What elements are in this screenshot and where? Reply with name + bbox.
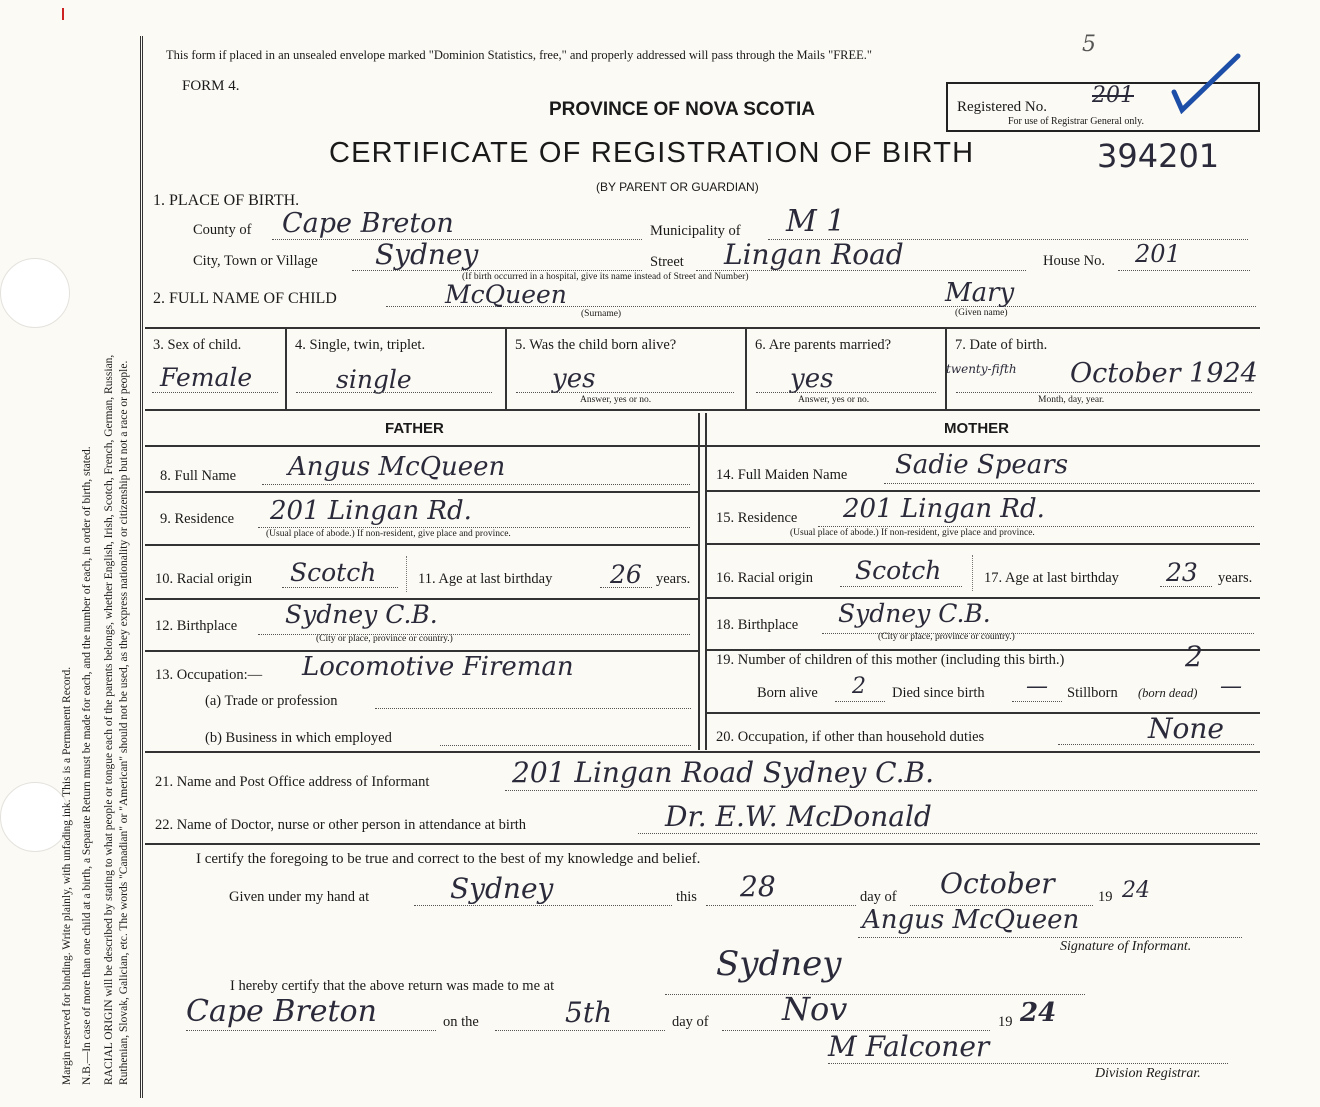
registrar-caption: Division Registrar. [1095, 1066, 1201, 1081]
mother-occupation: None [1148, 712, 1224, 745]
certify-statement: I certify the foregoing to be true and correct to the best of my knowledge and belief. [196, 851, 701, 867]
registrar-signature: M Falconer [828, 1030, 990, 1063]
father-race-label: 10. Racial origin [155, 571, 253, 587]
mother-residence-caption: (Usual place of abode.) If non-resident, give place and province. [790, 528, 1035, 538]
child-given-name: Mary [945, 278, 1015, 308]
mother-age: 23 [1166, 558, 1198, 587]
father-heading: FATHER [385, 420, 444, 437]
born-alive-label: Born alive [757, 685, 818, 701]
mother-residence-label: 15. Residence [716, 510, 798, 526]
sex-value: Female [160, 363, 253, 392]
punch-hole-top [0, 258, 70, 328]
doctor-label: 22. Name of Doctor, nurse or other person in attendance at birth [155, 817, 527, 833]
dob-month-year: October 1924 [1070, 358, 1258, 389]
children-value: 2 [1185, 640, 1203, 673]
registrar-month: Nov [782, 990, 848, 1028]
mother-age-label: 17. Age at last birthday [984, 570, 1119, 586]
business-label: (b) Business in which employed [205, 730, 392, 746]
stillborn-value: — [1220, 674, 1242, 699]
child-name-label: 2. FULL NAME OF CHILD [153, 290, 337, 307]
mother-residence: 201 Lingan Rd. [843, 494, 1045, 524]
died-value: — [1026, 674, 1048, 699]
father-name: Angus McQueen [288, 452, 506, 482]
informant-signature: Angus McQueen [862, 905, 1080, 935]
trade-label: (a) Trade or profession [205, 693, 338, 709]
alive-label: 5. Was the child born alive? [515, 337, 677, 353]
mother-occupation-label: 20. Occupation, if other than household duties [716, 729, 985, 745]
mother-birthplace-label: 18. Birthplace [716, 617, 799, 633]
registrar-year-prefix: 19 [998, 1014, 1013, 1030]
registrar-day-of-label: day of [672, 1014, 709, 1030]
city-label: City, Town or Village [193, 253, 318, 269]
dob-label: 7. Date of birth. [955, 337, 1048, 353]
form-number: FORM 4. [182, 78, 240, 94]
municipality-label: Municipality of [650, 223, 741, 239]
certify-year: 24 [1122, 878, 1150, 903]
mother-birthplace: Sydney C.B. [838, 599, 991, 628]
mother-race: Scotch [855, 556, 942, 585]
alive-value: yes [552, 364, 596, 394]
postal-notice: This form if placed in an unsealed envelope marked "Dominion Statistics, free," and properly addressed will pass through the Mails "FREE." [166, 48, 873, 62]
father-name-label: 8. Full Name [160, 468, 237, 484]
corner-mark: 5 [1082, 32, 1096, 57]
father-years: years. [656, 571, 691, 587]
county-label: County of [193, 222, 252, 238]
registered-value: 201 [1092, 83, 1134, 108]
dob-caption: Month, day, year. [1038, 395, 1105, 405]
father-residence: 201 Lingan Rd. [270, 496, 472, 526]
dob-day: twenty-fifth [946, 362, 1017, 376]
street-label: Street [650, 254, 684, 270]
hospital-note: (If birth occurred in a hospital, give its name instead of Street and Number) [462, 272, 749, 282]
father-occupation-label: 13. Occupation:— [155, 667, 263, 683]
registered-label: Registered No. [957, 99, 1047, 115]
given-label: Given under my hand at [229, 889, 370, 905]
father-birthplace-caption: (City or place, province or country.) [316, 634, 453, 644]
registrar-statement: I hereby certify that the above return was made to me at [230, 978, 555, 994]
multiple-birth-note: N.B.—In case of more than one child at a birth, a Separate Return must be made for each, and the number of each, in order of birth, stated. [81, 446, 93, 1085]
doctor-value: Dr. E.W. McDonald [665, 800, 932, 833]
registrar-use-note: For use of Registrar General only. [1008, 116, 1144, 127]
this-label: this [676, 889, 697, 905]
plurality-label: 4. Single, twin, triplet. [295, 337, 426, 353]
father-occupation: Locomotive Fireman [302, 652, 574, 682]
informant-label: 21. Name and Post Office address of Informant [155, 774, 430, 790]
informant-signature-caption: Signature of Informant. [1060, 939, 1192, 954]
certify-month: October [940, 867, 1055, 900]
married-value: yes [790, 364, 834, 394]
child-surname: McQueen [445, 280, 567, 309]
plurality-value: single [336, 365, 412, 394]
certify-year-prefix: 19 [1098, 889, 1113, 905]
racial-origin-note-2: Ruthenian, Slovak, Galician, etc. The words "Canadian" or "American" should not be used, as they express nationality or citizenship but not a race or people. [118, 360, 130, 1085]
mother-birthplace-caption: (City or place, province or country.) [878, 632, 1015, 642]
registrar-place: Sydney [716, 944, 842, 984]
given-caption: (Given name) [955, 308, 1008, 318]
house-label: House No. [1043, 253, 1106, 269]
stillborn-note: (born dead) [1138, 686, 1198, 700]
certificate-number: 394201 [1097, 137, 1220, 175]
surname-caption: (Surname) [581, 309, 622, 319]
place-heading: 1. PLACE OF BIRTH. [153, 192, 300, 209]
house-value: 201 [1135, 240, 1181, 268]
father-birthplace-label: 12. Birthplace [155, 618, 238, 634]
mother-race-label: 16. Racial origin [716, 570, 814, 586]
street-value: Lingan Road [724, 238, 904, 271]
father-residence-caption: (Usual place of abode.) If non-resident, give place and province. [266, 529, 511, 539]
province-heading: PROVINCE OF NOVA SCOTIA [549, 99, 816, 120]
registrar-county: Cape Breton [186, 994, 377, 1029]
mother-name: Sadie Spears [895, 450, 1069, 480]
father-age-label: 11. Age at last birthday [418, 571, 553, 587]
registrar-on-the-label: on the [443, 1014, 479, 1030]
certificate-subtitle: (BY PARENT OR GUARDIAN) [596, 180, 759, 194]
father-birthplace: Sydney C.B. [285, 600, 438, 629]
given-place: Sydney [450, 872, 554, 905]
certify-day: 28 [740, 870, 776, 903]
married-caption: Answer, yes or no. [798, 395, 870, 405]
municipality-value: M 1 [786, 204, 846, 239]
margin-note: Margin reserved for binding. Write plainly, with unfading ink. This is a Permanent Record. [61, 666, 73, 1085]
checkmark-icon [1170, 52, 1242, 114]
corner-tick [62, 8, 64, 20]
sex-label: 3. Sex of child. [153, 337, 242, 353]
certificate-title: CERTIFICATE OF REGISTRATION OF BIRTH [329, 137, 975, 169]
children-label: 19. Number of children of this mother (including this birth.) [716, 652, 1065, 668]
city-value: Sydney [375, 238, 479, 271]
registrar-day: 5th [565, 996, 613, 1029]
father-residence-label: 9. Residence [160, 511, 235, 527]
mother-name-label: 14. Full Maiden Name [716, 467, 848, 483]
county-value: Cape Breton [282, 208, 454, 239]
margin-rule [140, 36, 143, 1098]
mother-heading: MOTHER [944, 420, 1009, 437]
stillborn-label: Stillborn [1067, 685, 1118, 701]
father-race: Scotch [290, 558, 377, 587]
alive-caption: Answer, yes or no. [580, 395, 652, 405]
racial-origin-note-1: RACIAL ORIGIN will be described by stating to what people or tongue each of the parents belongs, whether English, Irish, Scotch, French, German, Russian, [103, 354, 115, 1085]
born-alive-value: 2 [852, 674, 866, 699]
died-label: Died since birth [892, 685, 985, 701]
certify-day-of-label: day of [860, 889, 897, 905]
mother-years: years. [1218, 570, 1253, 586]
informant-value: 201 Lingan Road Sydney C.B. [512, 756, 934, 789]
married-label: 6. Are parents married? [755, 337, 892, 353]
father-age: 26 [610, 560, 642, 589]
registrar-year: 24 [1020, 998, 1057, 1028]
